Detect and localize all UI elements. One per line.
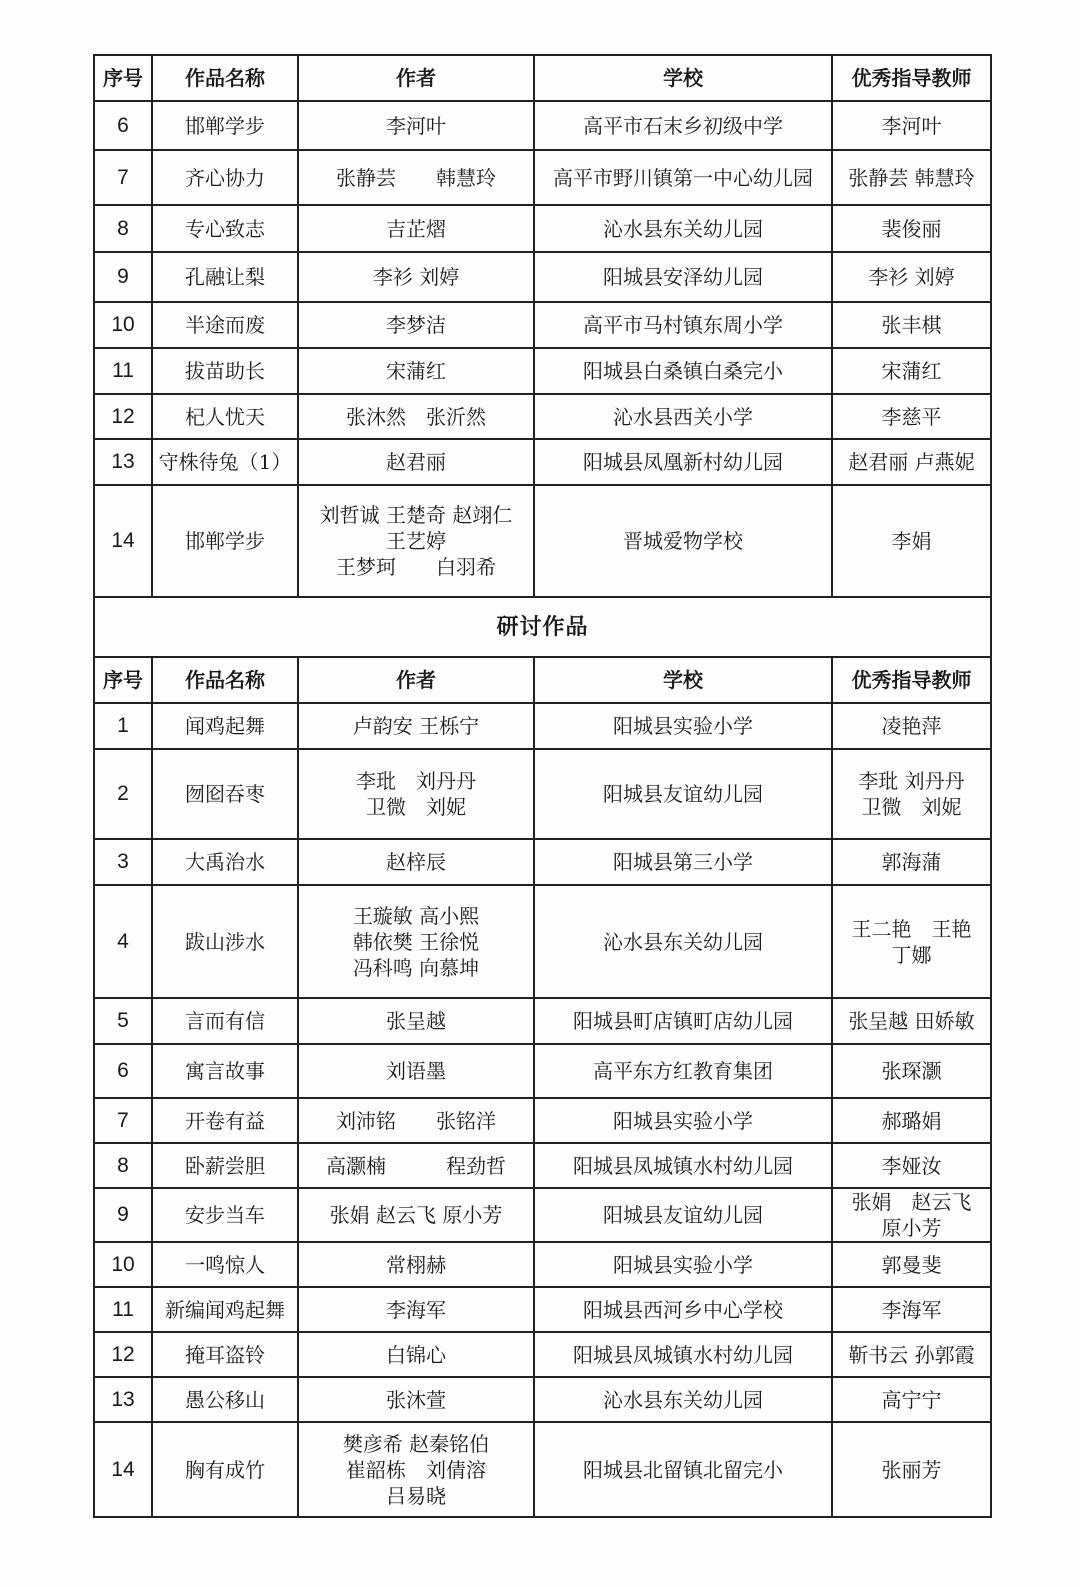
header-row xyxy=(94,657,991,703)
cell-teacher: 裴俊丽 xyxy=(832,205,991,252)
cell-title: 言而有信 xyxy=(152,998,298,1044)
cell-author: 李河叶 xyxy=(298,101,534,150)
table-row xyxy=(94,1422,991,1517)
section-title-row xyxy=(94,597,991,657)
cell-no: 6 xyxy=(94,1044,152,1098)
cell-author: 卢韵安 王栎宁 xyxy=(298,703,534,749)
cell-teacher: 张娟 赵云飞 原小芳 xyxy=(832,1188,991,1242)
cell-no: 6 xyxy=(94,101,152,150)
cell-title: 齐心协力 xyxy=(152,150,298,205)
cell-no: 8 xyxy=(94,1143,152,1188)
cell-school: 阳城县安泽幼儿园 xyxy=(534,252,832,302)
cell-no: 5 xyxy=(94,998,152,1044)
table-row xyxy=(94,150,991,205)
cell-author: 吉芷熠 xyxy=(298,205,534,252)
cell-no: 12 xyxy=(94,1332,152,1377)
table-row xyxy=(94,1044,991,1098)
cell-author: 樊彦希 赵秦铭伯 崔韶栋 刘倩溶 吕易晓 xyxy=(298,1422,534,1517)
table-row xyxy=(94,252,991,302)
cell-no: 13 xyxy=(94,1377,152,1422)
cell-no: 4 xyxy=(94,885,152,998)
table-row xyxy=(94,394,991,439)
cell-no: 7 xyxy=(94,150,152,205)
cell-no: 1 xyxy=(94,703,152,749)
table-row xyxy=(94,302,991,348)
cell-no: 8 xyxy=(94,205,152,252)
cell-no: 14 xyxy=(94,485,152,597)
header-title: 作品名称 xyxy=(152,657,298,703)
header-row xyxy=(94,55,991,101)
cell-school: 沁水县西关小学 xyxy=(534,394,832,439)
cell-no: 10 xyxy=(94,1242,152,1287)
cell-author: 白锦心 xyxy=(298,1332,534,1377)
table-row xyxy=(94,205,991,252)
header-title: 作品名称 xyxy=(152,55,298,101)
cell-school: 阳城县白桑镇白桑完小 xyxy=(534,348,832,394)
cell-no: 7 xyxy=(94,1098,152,1143)
table-row xyxy=(94,1377,991,1422)
header-no: 序号 xyxy=(94,55,152,101)
cell-title: 卧薪尝胆 xyxy=(152,1143,298,1188)
cell-teacher: 李慈平 xyxy=(832,394,991,439)
cell-teacher: 赵君丽 卢燕妮 xyxy=(832,439,991,485)
table-row xyxy=(94,439,991,485)
cell-title: 闻鸡起舞 xyxy=(152,703,298,749)
cell-author: 赵君丽 xyxy=(298,439,534,485)
table-row xyxy=(94,1287,991,1332)
cell-no: 10 xyxy=(94,302,152,348)
cell-title: 孔融让梨 xyxy=(152,252,298,302)
cell-title: 新编闻鸡起舞 xyxy=(152,1287,298,1332)
cell-teacher: 凌艳萍 xyxy=(832,703,991,749)
cell-author: 常栩赫 xyxy=(298,1242,534,1287)
cell-author: 刘语墨 xyxy=(298,1044,534,1098)
cell-no: 9 xyxy=(94,1188,152,1242)
table-row xyxy=(94,1098,991,1143)
cell-author: 王璇敏 高小熙 韩依樊 王徐悦 冯科鸣 向慕坤 xyxy=(298,885,534,998)
cell-author: 李海军 xyxy=(298,1287,534,1332)
cell-teacher: 李衫 刘婷 xyxy=(832,252,991,302)
table-row xyxy=(94,1143,991,1188)
cell-author: 李玭 刘丹丹 卫微 刘妮 xyxy=(298,749,534,839)
cell-teacher: 李海军 xyxy=(832,1287,991,1332)
cell-author: 张娟 赵云飞 原小芳 xyxy=(298,1188,534,1242)
cell-title: 开卷有益 xyxy=(152,1098,298,1143)
cell-school: 阳城县凤城镇水村幼儿园 xyxy=(534,1143,832,1188)
table-row xyxy=(94,1332,991,1377)
cell-school: 沁水县东关幼儿园 xyxy=(534,205,832,252)
cell-author: 赵梓辰 xyxy=(298,839,534,885)
cell-school: 阳城县实验小学 xyxy=(534,1098,832,1143)
cell-school: 高平市马村镇东周小学 xyxy=(534,302,832,348)
table-body xyxy=(94,55,991,1517)
table-row xyxy=(94,839,991,885)
cell-teacher: 郭曼斐 xyxy=(832,1242,991,1287)
table-row xyxy=(94,348,991,394)
cell-school: 阳城县实验小学 xyxy=(534,1242,832,1287)
cell-title: 寓言故事 xyxy=(152,1044,298,1098)
cell-teacher: 张琛灏 xyxy=(832,1044,991,1098)
cell-title: 愚公移山 xyxy=(152,1377,298,1422)
cell-author: 张静芸 韩慧玲 xyxy=(298,150,534,205)
cell-author: 刘哲诚 王楚奇 赵翊仁 王艺婷 王梦珂 白羽希 xyxy=(298,485,534,597)
cell-author: 李衫 刘婷 xyxy=(298,252,534,302)
header-no: 序号 xyxy=(94,657,152,703)
cell-no: 2 xyxy=(94,749,152,839)
table-row xyxy=(94,749,991,839)
cell-teacher: 张呈越 田娇敏 xyxy=(832,998,991,1044)
cell-school: 阳城县西河乡中心学校 xyxy=(534,1287,832,1332)
cell-teacher: 张丽芳 xyxy=(832,1422,991,1517)
cell-school: 阳城县北留镇北留完小 xyxy=(534,1422,832,1517)
table-row xyxy=(94,1188,991,1242)
cell-title: 掩耳盗铃 xyxy=(152,1332,298,1377)
cell-school: 阳城县凤凰新村幼儿园 xyxy=(534,439,832,485)
table-row xyxy=(94,885,991,998)
cell-title: 一鸣惊人 xyxy=(152,1242,298,1287)
cell-teacher: 张丰棋 xyxy=(832,302,991,348)
cell-title: 跋山涉水 xyxy=(152,885,298,998)
cell-title: 胸有成竹 xyxy=(152,1422,298,1517)
award-table xyxy=(93,54,992,1518)
cell-teacher: 王二艳 王艳 丁娜 xyxy=(832,885,991,998)
cell-author: 刘沛铭 张铭洋 xyxy=(298,1098,534,1143)
header-school: 学校 xyxy=(534,657,832,703)
table-row xyxy=(94,703,991,749)
cell-school: 阳城县凤城镇水村幼儿园 xyxy=(534,1332,832,1377)
cell-author: 张沐萱 xyxy=(298,1377,534,1422)
header-school: 学校 xyxy=(534,55,832,101)
cell-title: 半途而废 xyxy=(152,302,298,348)
header-teacher: 优秀指导教师 xyxy=(832,657,991,703)
cell-teacher: 李河叶 xyxy=(832,101,991,150)
cell-no: 12 xyxy=(94,394,152,439)
cell-title: 守株待兔（1） xyxy=(152,439,298,485)
table-row xyxy=(94,485,991,597)
cell-school: 沁水县东关幼儿园 xyxy=(534,885,832,998)
cell-teacher: 李娅汝 xyxy=(832,1143,991,1188)
section-title: 研讨作品 xyxy=(94,597,991,657)
cell-title: 专心致志 xyxy=(152,205,298,252)
table-row xyxy=(94,1242,991,1287)
cell-title: 拔苗助长 xyxy=(152,348,298,394)
header-author: 作者 xyxy=(298,55,534,101)
cell-school: 阳城县实验小学 xyxy=(534,703,832,749)
cell-teacher: 李娟 xyxy=(832,485,991,597)
cell-teacher: 高宁宁 xyxy=(832,1377,991,1422)
cell-teacher: 郝璐娟 xyxy=(832,1098,991,1143)
cell-school: 高平市石末乡初级中学 xyxy=(534,101,832,150)
cell-teacher: 张静芸 韩慧玲 xyxy=(832,150,991,205)
header-teacher: 优秀指导教师 xyxy=(832,55,991,101)
cell-no: 14 xyxy=(94,1422,152,1517)
cell-school: 阳城县友谊幼儿园 xyxy=(534,1188,832,1242)
table-row xyxy=(94,101,991,150)
header-author: 作者 xyxy=(298,657,534,703)
cell-school: 阳城县友谊幼儿园 xyxy=(534,749,832,839)
cell-school: 阳城县第三小学 xyxy=(534,839,832,885)
cell-no: 11 xyxy=(94,1287,152,1332)
cell-title: 大禹治水 xyxy=(152,839,298,885)
cell-title: 安步当车 xyxy=(152,1188,298,1242)
cell-no: 3 xyxy=(94,839,152,885)
table-row xyxy=(94,998,991,1044)
cell-teacher: 李玭 刘丹丹 卫微 刘妮 xyxy=(832,749,991,839)
cell-title: 邯郸学步 xyxy=(152,101,298,150)
cell-author: 李梦洁 xyxy=(298,302,534,348)
cell-teacher: 郭海蒲 xyxy=(832,839,991,885)
cell-author: 张呈越 xyxy=(298,998,534,1044)
cell-title: 杞人忧天 xyxy=(152,394,298,439)
cell-teacher: 宋蒲红 xyxy=(832,348,991,394)
cell-no: 11 xyxy=(94,348,152,394)
cell-author: 高灏楠 程劲哲 xyxy=(298,1143,534,1188)
cell-teacher: 靳书云 孙郭霞 xyxy=(832,1332,991,1377)
cell-author: 张沐然 张沂然 xyxy=(298,394,534,439)
cell-no: 9 xyxy=(94,252,152,302)
cell-school: 高平市野川镇第一中心幼儿园 xyxy=(534,150,832,205)
cell-school: 晋城爱物学校 xyxy=(534,485,832,597)
cell-school: 沁水县东关幼儿园 xyxy=(534,1377,832,1422)
cell-no: 13 xyxy=(94,439,152,485)
cell-author: 宋蒲红 xyxy=(298,348,534,394)
cell-school: 阳城县町店镇町店幼儿园 xyxy=(534,998,832,1044)
cell-title: 囫囵吞枣 xyxy=(152,749,298,839)
cell-title: 邯郸学步 xyxy=(152,485,298,597)
cell-school: 高平东方红教育集团 xyxy=(534,1044,832,1098)
